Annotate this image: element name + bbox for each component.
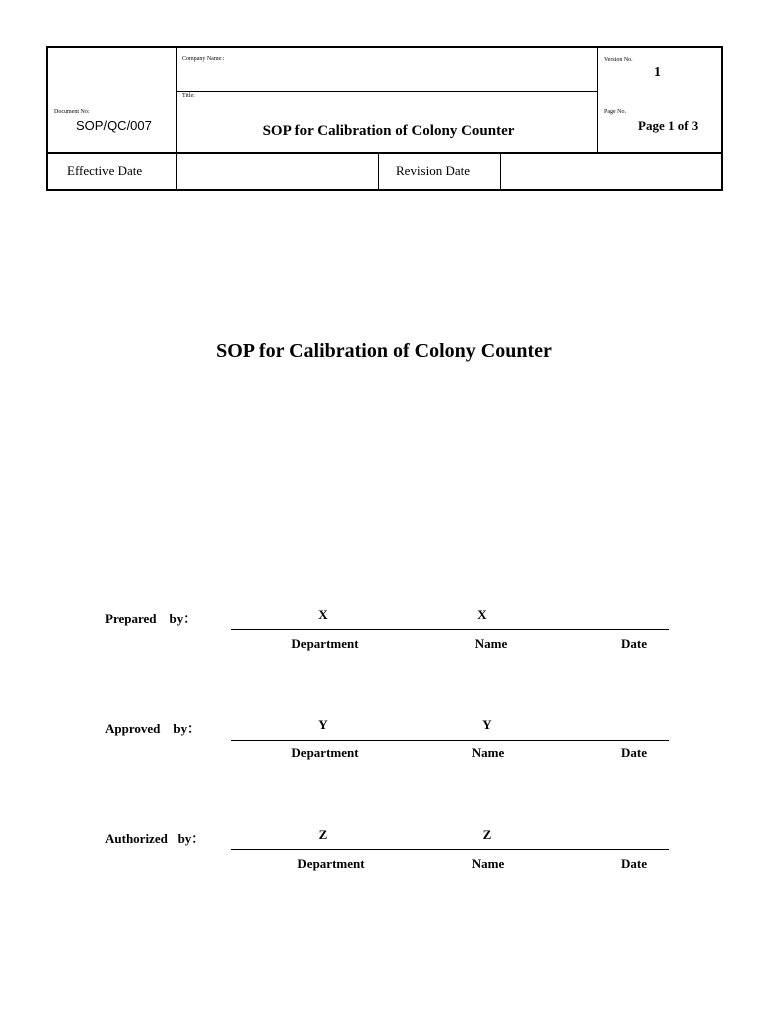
header-vline-left <box>176 48 177 189</box>
document-header-table <box>46 46 723 191</box>
signature-name-value: X <box>477 607 487 622</box>
effective-date-label: Effective Date <box>67 163 143 178</box>
department-caption: Department <box>291 636 359 651</box>
signature-name-value: Z <box>482 827 492 842</box>
signature-department-value: Z <box>318 827 328 842</box>
signature-department-value: X <box>318 607 328 622</box>
signature-line <box>231 629 669 630</box>
document-number-value: SOP/QC/007 <box>76 118 152 133</box>
signature-label: Authorized by： <box>105 831 205 846</box>
signature-line <box>231 849 669 850</box>
department-caption: Department <box>291 745 359 760</box>
name-caption: Name <box>474 636 508 651</box>
name-caption: Name <box>471 745 505 760</box>
signature-line <box>231 740 669 741</box>
signature-department-value: Y <box>318 717 328 732</box>
document-title: SOP for Calibration of Colony Counter <box>216 340 552 362</box>
version-label: Version No. <box>604 57 633 63</box>
company-name-label: Company Name:: <box>182 56 225 62</box>
header-vline-revision-value <box>500 152 501 189</box>
header-title-value: SOP for Calibration of Colony Counter <box>262 123 515 139</box>
header-hline-bottom <box>48 152 721 154</box>
revision-date-label: Revision Date <box>396 163 471 178</box>
document-number-label: Document No: <box>54 109 90 115</box>
header-hline-middle <box>176 91 597 92</box>
page-number-value: Page 1 of 3 <box>638 118 699 133</box>
header-vline-revision <box>378 152 379 189</box>
page-number-label: Page No. <box>604 109 626 115</box>
name-caption: Name <box>471 856 505 871</box>
title-label: Title: <box>182 93 195 99</box>
department-caption: Department <box>297 856 365 871</box>
date-caption: Date <box>621 636 647 651</box>
signature-label: Prepared by： <box>105 611 197 626</box>
signature-label: Approved by： <box>105 721 201 736</box>
signature-name-value: Y <box>482 717 492 732</box>
version-value: 1 <box>654 65 661 80</box>
date-caption: Date <box>621 745 647 760</box>
date-caption: Date <box>621 856 647 871</box>
